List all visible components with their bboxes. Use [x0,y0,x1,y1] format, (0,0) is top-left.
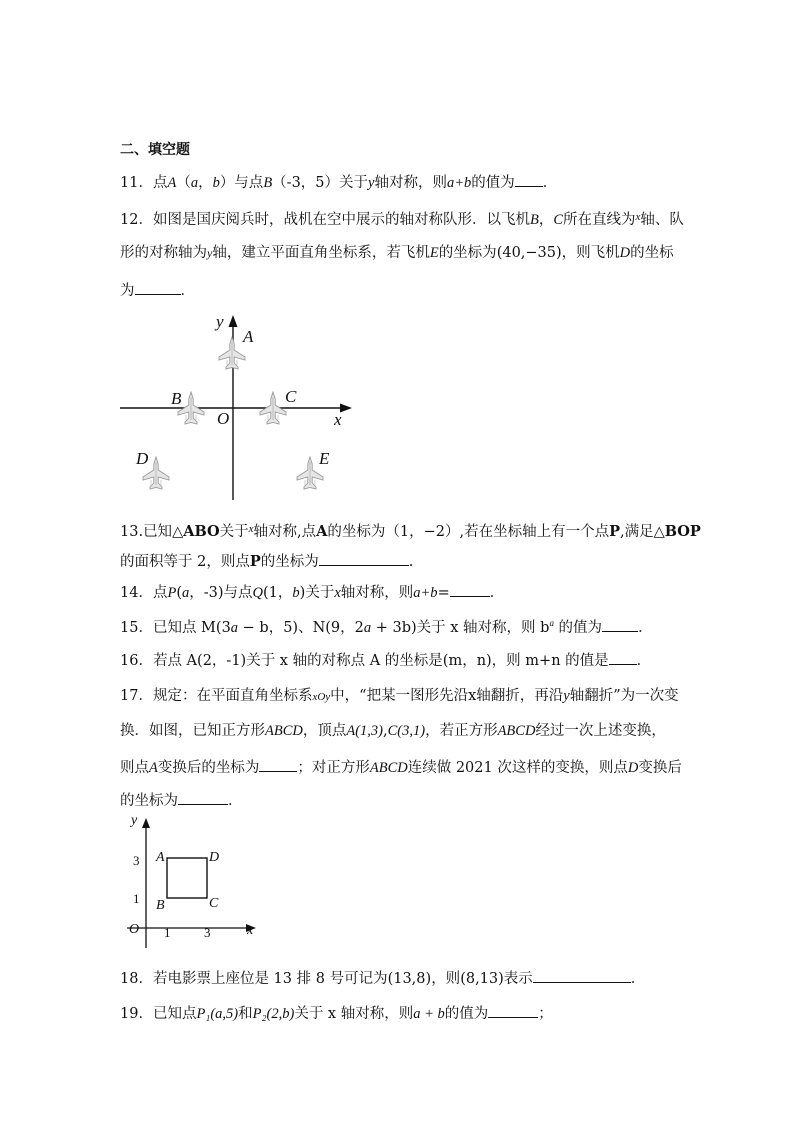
answer-blank[interactable] [602,617,638,632]
fig17-axis-label-x: x [247,923,254,938]
fig17-ytick-1: 1 [133,891,140,906]
corner-label-d: D [209,850,220,865]
point-label-d: D [136,449,149,468]
section-title: 二、填空题 [120,142,190,158]
corner-label-c: C [209,896,219,911]
fig17-xtick-3: 3 [204,925,211,940]
fig17-xtick-1: 1 [164,925,171,940]
answer-blank[interactable] [533,968,631,983]
fig17-ytick-3: 3 [133,853,140,868]
y-axis-arrow-icon [229,315,238,327]
question-17-line-3: 则点A变换后的坐标为 ；对正方形ABCD连续做 2021 次这样的变换，则点D变换后 [120,757,680,778]
axis-label-y: y [216,312,224,331]
answer-blank[interactable] [178,790,228,805]
corner-label-a: A [156,850,165,865]
answer-blank[interactable] [259,757,297,772]
corner-label-b: B [156,898,165,913]
question-12-line-1: 12．如图是国庆阅兵时，战机在空中展示的轴对称队形．以飞机B，C所在直线为$^x$轴、队 [120,211,684,228]
fig17-y-arrow-icon [142,818,150,828]
question-13-line-1: 13.已知△ABO关于$^x$轴对称,点A的坐标为（1，−2）,若在坐标轴上有一个点P,满足△BOP [120,523,701,540]
x-axis-arrow-icon [340,404,352,413]
question-12-line-3: 为 ． [120,280,680,301]
point-label-c: C [285,387,297,406]
fig17-axis-label-y: y [131,813,138,828]
question-17-line-2: 换．如图，已知正方形ABCD，顶点A(1,3),C(3,1)，若正方形ABCD经过一次上述变换， [120,723,666,739]
answer-blank[interactable] [609,650,637,665]
answer-blank[interactable] [319,551,409,566]
question-16: 16．若点 A(2，-1)关于 x 轴的对称点 A 的坐标是(m，n)，则 m+n 的值是 ． [120,650,680,671]
question-12-line-2: 形的对称轴为y轴，建立平面直角坐标系，若飞机E的坐标为(40,−35)，则飞机D的坐标 [120,245,674,261]
axis-label-x: x [334,410,342,429]
point-label-b: B [171,389,182,408]
jet-a-icon [219,337,245,369]
question-18: 18．若电影票上座位是 13 排 8 号可记为(13,8)，则(8,13)表示 ． [120,968,680,989]
question-19: 19．已知点P₁(a,5)和P₂(2,b)关于 x 轴对称，则a + b的值为 ； [120,1003,680,1024]
point-label-e: E [319,449,330,468]
answer-blank[interactable] [450,582,490,597]
question-11: 11．点A（a，b）与点B（-3，5）关于y轴对称，则a+b的值为 ． [120,172,680,193]
point-label-a: A [243,327,254,346]
origin-label: O [217,409,230,428]
fig17-origin-label: O [129,922,140,937]
question-17-line-4: 的坐标为 ． [120,790,680,811]
question-13-line-2: 的面积等于 2，则点P的坐标为 . [120,553,414,570]
question-15: 15．已知点 M(3a − b，5)、N(9，2a + 3b)关于 x 轴对称，则 $b^a$ 的值为 ． [120,618,653,636]
answer-blank[interactable] [488,1003,538,1018]
question-14: 14．点P(a，-3)与点Q(1，b)关于x轴对称，则a+b= ． [120,582,680,603]
question-17-line-1: 17．规定：在平面直角坐标系xOy中，“把某一图形先沿x轴翻折，再沿y轴翻折”为一次变 [120,688,679,704]
square-abcd [167,858,207,898]
